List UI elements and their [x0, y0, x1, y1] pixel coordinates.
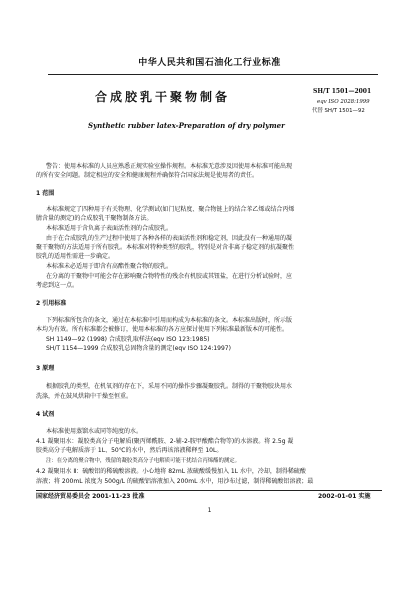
implementation-date: 2002-01-01 实施 [318, 493, 371, 500]
scope-line: 在分离的干聚物中可能会存在影响聚合物特性的残余有机胶或其钮盐，在进行分析试验时，应 [46, 273, 293, 280]
scope-line: 由于在合成胶乳的生产过程中使用了各种各样的表面活性剂和稳定剂，因此没有一种通用的凝 [46, 235, 293, 242]
document-title-cn: 合成胶乳干聚物制备 [95, 90, 231, 104]
page-number: 1 [207, 507, 212, 514]
scope-line: 本标准规定了四种用于有关物理、化学测试(如门尼粘度、聚合物链上的结合苯乙烯或结合丙烯 [46, 206, 295, 213]
reagents-intro: 本标准使用蒸馏水或同等纯度的水。 [46, 428, 143, 435]
scope-line: 腈含量的测定)的合成胶乳干聚物制备方法。 [36, 215, 153, 222]
section-heading-reagents: 4 试剂 [36, 411, 55, 418]
header-rule [48, 74, 378, 75]
section-heading-references: 2 引用标准 [36, 300, 67, 307]
equivalent-standard: eqv ISO 2028:1999 [317, 99, 370, 105]
scope-line: 考虑到这一点。 [36, 282, 79, 289]
warning-line-1: 警告：使用本标准的人员应熟悉正规实验室操作规程。本标准无意涉及因使用本标准可能出现 [46, 163, 293, 170]
footer-rule [36, 490, 382, 491]
reagent-4-1-line: 4.1 凝聚用水：凝胶类高分子电解质(聚丙烯酰胺、2-辅-2-胺甲酸酯合物等)的水溶液。将 2.5g 凝 [36, 438, 294, 445]
warning-line-2: 的所有安全问题。制定相应的安全和健康规程并确保符合国家法规是使用者的责任。 [36, 172, 259, 179]
document-title-en: Synthetic rubber latex-Preparation of dry polymer [88, 121, 285, 130]
scope-line: 本标准适用于含负离子表面活性剂的合成胶乳。 [46, 225, 173, 232]
reagent-note: 注：在分离的聚合物中，残留的凝胶类高分子电解质可能干扰结合丙烯酯的测定。 [46, 458, 241, 464]
principle-line: 洗涤，并在鼓风烘箱中干燥至恒重。 [36, 393, 133, 400]
reagent-4-2-line: 4.2 凝聚用水 Ⅱ：硫酸铝的稀硫酸溶液。小心地将 82mL 浓硫酸缓慢加入 1L 水中，冷却，制得稀硫酸 [36, 468, 306, 475]
principle-line: 根据胶乳的类型，在机氧剂的存在下，采用不同的操作步骤凝聚胶乳。制得的干聚物胶块用水 [46, 383, 293, 390]
standard-number: SH/T 1501—2001 [313, 88, 372, 95]
scope-line: 本标准未必适用于即含有高酯性聚合物的胶乳。 [46, 263, 173, 270]
references-line: 下列标准所包含的条文，通过在本标准中引用而构成为本标准的条文。本标准出版时，所示版 [46, 317, 293, 324]
reference-item: SH/T 1154—1999 合成胶乳总固物含量的测定(eqv ISO 124:1997) [46, 345, 231, 352]
reference-item: SH 1149—92 (1998) 合成胶乳取样法(eqv ISO 123:1985) [46, 336, 210, 343]
replaces-standard: 代替 SH/T 1501—92 [312, 108, 365, 114]
section-heading-principle: 3 原理 [36, 365, 55, 372]
references-line: 本均为有效。所有标准都会被修订，使用本标准的各方应探讨使用下列标准最新版本的可能性。 [36, 326, 289, 333]
scope-line: 聚干聚物的方法适用于所有胶乳。本标准对特种类型的胶乳，特别是对含非离子稳定剂的抗凝聚性 [36, 244, 295, 251]
scope-line: 胶乳的适用性需进一步确定。 [36, 253, 115, 260]
approval-date: 国家经济贸易委员会 2001-11-23 批准 [36, 493, 145, 500]
reagent-4-1-line: 胶类高分子电解质溶于 1L、50℃的水中，然后再该溶液稀释至 10L。 [36, 447, 223, 454]
reagent-4-2-line: 溶液；将 200mL 浓度为 500g/L 的硫酸铝溶液加入 200mL 水中，用沙布过滤，制得稀硫酸铝溶液；最 [36, 478, 314, 485]
section-heading-scope: 1 范围 [36, 190, 55, 197]
organization-title: 中华人民共和国石油化工行业标准 [138, 58, 281, 68]
